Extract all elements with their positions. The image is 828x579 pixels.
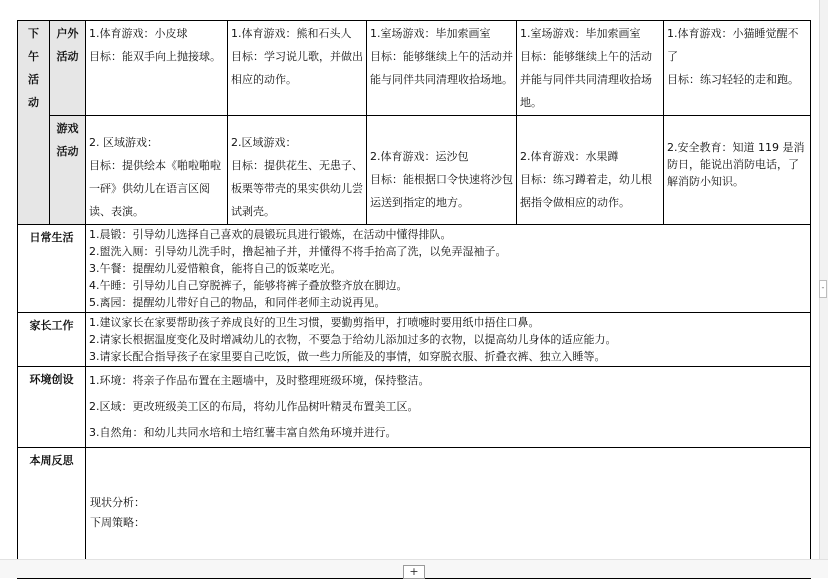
cell-spacer [231,117,363,131]
daily-life-item: 3.午餐：提醒幼儿爱惜粮食，能将自己的饭菜吃光。 [89,262,342,275]
outdoor-activities-label [50,21,86,116]
environment-item: 3.自然角：和幼儿共同水培和土培红薯丰富自然角环境并进行。 [89,426,397,439]
game-label-text: 游戏 活动 [56,122,79,158]
cell-spacer [520,117,660,145]
environment-label-text: 环境创设 [29,373,74,386]
daily-life-content[interactable] [86,225,811,313]
outdoor-goal: 目标：练习轻轻的走和跑。 [667,73,799,86]
game-goal: 目标：提供绘本《啪啦啪啦一砰》供幼儿在语言区阅读、表演。 [89,159,221,218]
outdoor-cell-day5[interactable] [664,21,811,116]
daily-life-item: 4.午睡：引导幼儿自己穿脱裤子，能够将裤子叠放整齐放在脚边。 [89,279,408,292]
outdoor-label-text: 户外 活动 [56,27,79,63]
outdoor-title: 1.体育游戏：熊和石头人 [231,27,352,40]
game-cell-day1[interactable] [86,116,228,225]
cell-spacer [667,117,807,139]
game-title: 2.安全教育：知道 119 是消防日，能说出消防电话，了解消防小知识。 [667,141,805,188]
game-goal: 目标：练习蹲着走，幼儿根据指令做相应的动作。 [520,173,652,209]
game-cell-day4[interactable] [517,116,664,225]
parent-work-item: 3.请家长配合指导孩子在家里要自己吃饭，做一些力所能及的事情，如穿脱衣服、折叠衣裤、独立入睡等。 [89,350,606,363]
scroll-marker[interactable]: - [819,280,827,298]
game-cell-day5[interactable] [664,116,811,225]
environment-label [18,367,86,448]
next-week-strategy: 下周策略： [90,516,145,529]
outdoor-title: 1.室场游戏：毕加索画室 [370,27,491,40]
afternoon-label-text: 下 午 活 动 [28,27,39,109]
environment-item: 1.环境：将亲子作品布置在主题墙中，及时整理班级环境，保持整洁。 [89,374,430,387]
game-cell-day3[interactable] [367,116,517,225]
game-activities-label [50,116,86,225]
weekly-reflection-label-text: 本周反思 [29,454,74,467]
outdoor-goal: 目标：能够继续上午的活动并能与同伴共同清理收拾场地。 [520,50,652,109]
outdoor-title: 1.体育游戏：小皮球 [89,27,188,40]
game-title: 2.体育游戏：运沙包 [370,150,469,163]
game-cell-day2[interactable] [228,116,367,225]
daily-life-label-text: 日常生活 [29,231,74,244]
outdoor-title: 1.室场游戏：毕加索画室 [520,27,641,40]
cell-spacer [89,117,224,131]
outdoor-cell-day1[interactable] [86,21,228,116]
environment-content[interactable] [86,367,811,448]
parent-work-item: 1.建议家长在家要帮助孩子养成良好的卫生习惯，要勤剪指甲，打喷嚏时要用纸巾捂住口鼻。 [89,316,540,329]
outdoor-cell-day2[interactable] [228,21,367,116]
parent-work-label-text: 家长工作 [29,319,74,332]
daily-life-label [18,225,86,313]
daily-life-item: 5.离园：提醒幼儿带好自己的物品，和同伴老师主动说再见。 [89,296,386,309]
game-title: 2. 区域游戏： [89,136,158,149]
game-goal: 目标：提供花生、无患子、板栗等带壳的果实供幼儿尝试剥壳。 [231,159,363,218]
game-goal: 目标：能根据口令快速将沙包运送到指定的地方。 [370,173,513,209]
parent-work-item: 2.请家长根据温度变化及时增减幼儿的衣物，不要急于给幼儿添加过多的衣物，以提高幼儿身体的适应能力。 [89,333,617,346]
status-analysis: 现状分析： [90,496,145,509]
weekly-plan-table [17,20,811,579]
game-title: 2.体育游戏：水果蹲 [520,150,619,163]
parent-work-label [18,313,86,367]
afternoon-activities-label [18,21,50,225]
outdoor-cell-day3[interactable] [367,21,517,116]
outdoor-goal: 目标：学习说儿歌，并做出相应的动作。 [231,50,363,86]
outdoor-title: 1.体育游戏：小猫睡觉醒不了 [667,27,799,63]
cell-spacer [370,117,513,145]
add-row-button[interactable]: + [403,565,425,579]
game-title: 2.区域游戏： [231,136,297,149]
daily-life-item: 2.盥洗入厕：引导幼儿洗手时，撸起袖子并，并懂得不将手抬高了洗，以免弄湿袖子。 [89,245,507,258]
outdoor-goal: 目标：能双手向上抛接球。 [89,50,221,63]
outdoor-cell-day4[interactable] [517,21,664,116]
parent-work-content[interactable] [86,313,811,367]
outdoor-goal: 目标：能够继续上午的活动并能与同伴共同清理收拾场地。 [370,50,513,86]
daily-life-item: 1.晨锻：引导幼儿选择自己喜欢的晨锻玩具进行锻炼，在活动中懂得排队。 [89,228,452,241]
environment-item: 2.区域：更改班级美工区的布局，将幼儿作品树叶精灵布置美工区。 [89,400,419,413]
